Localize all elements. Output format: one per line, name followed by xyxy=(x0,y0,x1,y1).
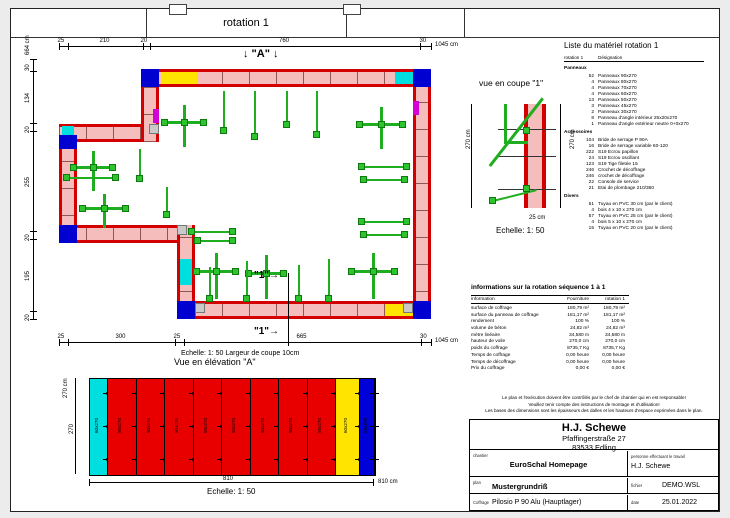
elevation-panels xyxy=(89,378,376,476)
disclaimer-line: Le plan et l'exécution doivent être contrôlés par le chef de chantier qui en est responsable! xyxy=(502,395,686,400)
magenta-panel xyxy=(153,109,159,123)
elevation-panel xyxy=(108,379,137,475)
material-item: 2 Panneaux 30x270 xyxy=(591,110,637,115)
material-item: 246 crochet de décoffrage xyxy=(585,174,645,179)
worker-value: H.J. Schewe xyxy=(631,463,671,470)
material-item: 4 Panneaux 70x270 xyxy=(591,86,637,91)
corner-blue xyxy=(413,301,431,319)
material-item: 4 bois 4 x 10 x 270 cm xyxy=(591,208,642,213)
company-address1: Pfaffingerstraße 27 xyxy=(562,434,626,443)
section-marker-1: "1"→ xyxy=(254,326,280,337)
info-row: poids du coffrage 8735,7 Kg 8735,7 Kg xyxy=(471,346,625,352)
material-item: 4 Panneaux 80x270 xyxy=(591,80,637,85)
material-section: Panneaux xyxy=(564,66,587,71)
material-item: 222 S19 Ecrou papillon xyxy=(585,150,639,155)
material-list xyxy=(564,41,719,232)
info-row: surface de coffrage 180,79 m² 180,79 m² xyxy=(471,306,625,311)
dim-total: 1045 cm xyxy=(435,338,459,344)
panel-size-label: 90x270 xyxy=(316,417,322,434)
disclaimer-text xyxy=(469,395,719,415)
drawing-sheet xyxy=(10,8,720,512)
panel-size-label: 90x270 xyxy=(145,417,151,434)
date-label: date xyxy=(631,500,640,505)
material-item: 57 Tuyau en PVC 25 cm (par le client) xyxy=(588,214,673,219)
yellow-panel xyxy=(161,72,197,84)
panel-size-label: 60x270 xyxy=(94,417,100,434)
company-address2: 83533 Edling xyxy=(572,443,616,452)
material-item: 3 Panneaux 45x270 xyxy=(591,104,637,109)
material-item: 123 S19 Tige filetée 15 xyxy=(585,162,638,167)
corner-blue xyxy=(59,135,77,149)
elevation-dim-left-total: 270 cm xyxy=(63,378,69,398)
magenta-panel xyxy=(413,101,419,115)
corner-blue xyxy=(177,301,195,319)
panel-size-label: 90x270 xyxy=(117,417,123,434)
material-list-title: Liste du matériel rotation 1 xyxy=(564,41,659,50)
info-row: rendement 100 % 100 % xyxy=(471,319,625,325)
material-item: 21 Etai de plombage 210/360 xyxy=(588,186,655,191)
joint-plate xyxy=(177,225,187,235)
dim-label: 25 xyxy=(173,334,181,340)
elevation-panel xyxy=(222,379,251,475)
formwork-value: Pilosio P 90 Alu (Hauptlager) xyxy=(492,499,582,506)
dim-label: 25 xyxy=(57,38,65,44)
dim-label: 20 xyxy=(25,126,31,133)
material-item: 51 Tuyau en PVC 30 cm (par le client) xyxy=(588,202,673,207)
elevation-panel xyxy=(360,379,375,475)
corner-blue xyxy=(141,69,159,87)
elevation-title: Vue en élévation "A" xyxy=(174,357,256,367)
elevation-panel xyxy=(137,379,166,475)
prop-post xyxy=(504,104,507,144)
plan-view xyxy=(11,9,461,369)
dim-label: 195 xyxy=(25,270,31,281)
prop-head xyxy=(523,127,530,134)
section-scale: Echelle: 1: 50 xyxy=(496,226,545,235)
elevation-panel xyxy=(336,379,360,475)
dim-total: 664 cm xyxy=(25,35,31,55)
info-row: Prix du coffrage 0,00 € 0,00 € xyxy=(471,366,625,372)
elevation-panel xyxy=(194,379,223,475)
section-line-1 xyxy=(288,273,289,346)
elevation-scale: Echelle: 1: 50 xyxy=(207,487,256,496)
panel-size-label: 60x270 xyxy=(343,417,349,434)
dim-label: 30 xyxy=(419,38,427,44)
material-item: 52 Panneaux 90x270 xyxy=(588,74,637,79)
elevation-panel xyxy=(279,379,308,475)
dim-label: 760 xyxy=(279,38,290,44)
plan-value: Mustergrundriß xyxy=(492,482,548,491)
panel-size-label: 90x270 xyxy=(259,417,265,434)
section-title: vue en coupe "1" xyxy=(479,78,544,88)
material-item: 8 Panneau d'angle intérieur 25x20x270 xyxy=(591,116,678,121)
dim-label: 20 xyxy=(25,314,31,321)
dim-label: 30 xyxy=(25,64,31,71)
material-section: Accessoires xyxy=(564,130,593,135)
info-row: mètre linéaire 34,580 m 34,580 m xyxy=(471,332,625,338)
section-dim-left: 270 cm xyxy=(466,129,472,149)
corner-blue xyxy=(59,225,77,243)
elevation-dim-left: 270 xyxy=(69,423,75,434)
section-dim-bottom: 25 cm xyxy=(529,215,546,221)
info-row: Temps de décoffrage 0,00 heure 0,00 heure xyxy=(471,359,625,365)
dim-label: 255 xyxy=(25,176,31,187)
info-row: surface du panneau de coffrage 181,17 m² 181,17 m² xyxy=(471,312,625,318)
dim-label: 300 xyxy=(115,334,126,340)
section-view xyxy=(451,69,581,249)
prop-head xyxy=(523,185,530,192)
dim-label: 134 xyxy=(25,92,31,103)
material-item: 22 Console de service xyxy=(588,180,639,185)
file-label: fichier xyxy=(631,483,643,488)
material-item: 24 S19 Ecrou oscillant xyxy=(588,156,640,161)
cyan-panel xyxy=(395,72,413,84)
section-marker-a: ↓ "A" ↓ xyxy=(243,48,279,60)
material-item: 246 Crochet de décoffrage xyxy=(585,168,646,173)
info-row: volume de béton 24,82 m³ 24,82 m³ xyxy=(471,326,625,332)
info-row: hauteur de voile 270,0 cm 270,0 cm xyxy=(471,339,625,345)
material-item: 1 Panneau d'angle extérieur neutre 0+0x270 xyxy=(591,122,689,127)
dim-total: 1045 cm xyxy=(435,42,459,48)
material-item: 104 Bride de serrage P 90A xyxy=(585,138,648,143)
date-value: 25.01.2022 xyxy=(662,499,698,506)
material-item: 16 Bride de serrage variable 60-120 xyxy=(588,144,668,149)
formwork-label: Coffrage xyxy=(473,500,489,505)
dim-label: 30 xyxy=(420,334,427,340)
material-col-qty: rotation 1 xyxy=(564,55,584,60)
prop-foot xyxy=(489,197,496,204)
panel-size-label: 50x270 xyxy=(362,417,368,434)
dim-label: 210 xyxy=(99,38,110,44)
elevation-panel xyxy=(90,379,108,475)
dim-label: 20 xyxy=(25,234,31,241)
dim-label: 20 xyxy=(140,38,148,44)
elevation-view xyxy=(11,354,431,509)
disclaimer-line: Veuillez tenir compte des instructions de montage et d'utilisation! xyxy=(528,401,660,407)
elevation-panel xyxy=(308,379,337,475)
joint-plate xyxy=(403,303,413,313)
info-row: Temps de coffrage 0,00 heure 0,00 heure xyxy=(471,352,625,358)
material-item: 4 Panneaux 60x270 xyxy=(591,92,637,97)
material-item: 13 Panneaux 50x270 xyxy=(588,98,637,103)
company-name: H.J. Schewe xyxy=(561,422,627,434)
elevation-dim-bottom: 810 xyxy=(223,476,234,482)
cyan-panel xyxy=(180,259,192,285)
rotation-info-table xyxy=(471,284,629,373)
material-item: 4 bois 5 x 10 x 270 cm xyxy=(591,220,642,225)
rotation-title: rotation 1 xyxy=(223,17,269,29)
panel-size-label: 90x270 xyxy=(174,417,180,434)
material-section: Divers xyxy=(564,194,579,199)
material-item: 15 Tuyau en PVC 20 cm (par le client) xyxy=(588,226,673,231)
panel-size-label: 90x270 xyxy=(288,417,294,434)
corner-blue xyxy=(413,69,431,87)
worker-label: personne effectuant le travail xyxy=(631,454,685,459)
plan-label: plan xyxy=(473,480,481,485)
file-value: DEMO.WSL xyxy=(662,482,701,489)
section-marker-1: "1"→ xyxy=(254,270,280,281)
disclaimer-line: Les bases des dimensions sont les épaisseurs des dalles et les hauteurs d'espace exprimées dans le plan. xyxy=(485,408,703,414)
site-label: chantier xyxy=(473,453,488,458)
joint-plate xyxy=(149,124,159,134)
panel-size-label: 90x270 xyxy=(202,417,208,434)
panel-size-label: 90x270 xyxy=(231,417,237,434)
plan-scale-note: Echelle: 1: 50 Largeur de coupe 10cm xyxy=(181,350,300,357)
material-col-designation: Désignation xyxy=(598,55,623,60)
dim-label: 665 xyxy=(296,334,307,340)
info-col-information: information xyxy=(471,297,495,302)
dim-label: 25 xyxy=(57,334,65,340)
elevation-panel xyxy=(251,379,280,475)
info-col-fourniture: Fourniture xyxy=(567,297,589,302)
info-col-rotation1: rotation 1 xyxy=(604,297,625,302)
title-block xyxy=(469,419,719,511)
joint-plate xyxy=(195,303,205,313)
section-dim-right: 270 cm xyxy=(570,129,576,149)
elevation-panel xyxy=(165,379,194,475)
info-table-title: informations sur la rotation séquence 1 à 1 xyxy=(471,284,606,291)
site-value: EuroSchal Homepage xyxy=(509,460,588,469)
elevation-dim-bottom-total: 810 cm xyxy=(378,479,398,485)
